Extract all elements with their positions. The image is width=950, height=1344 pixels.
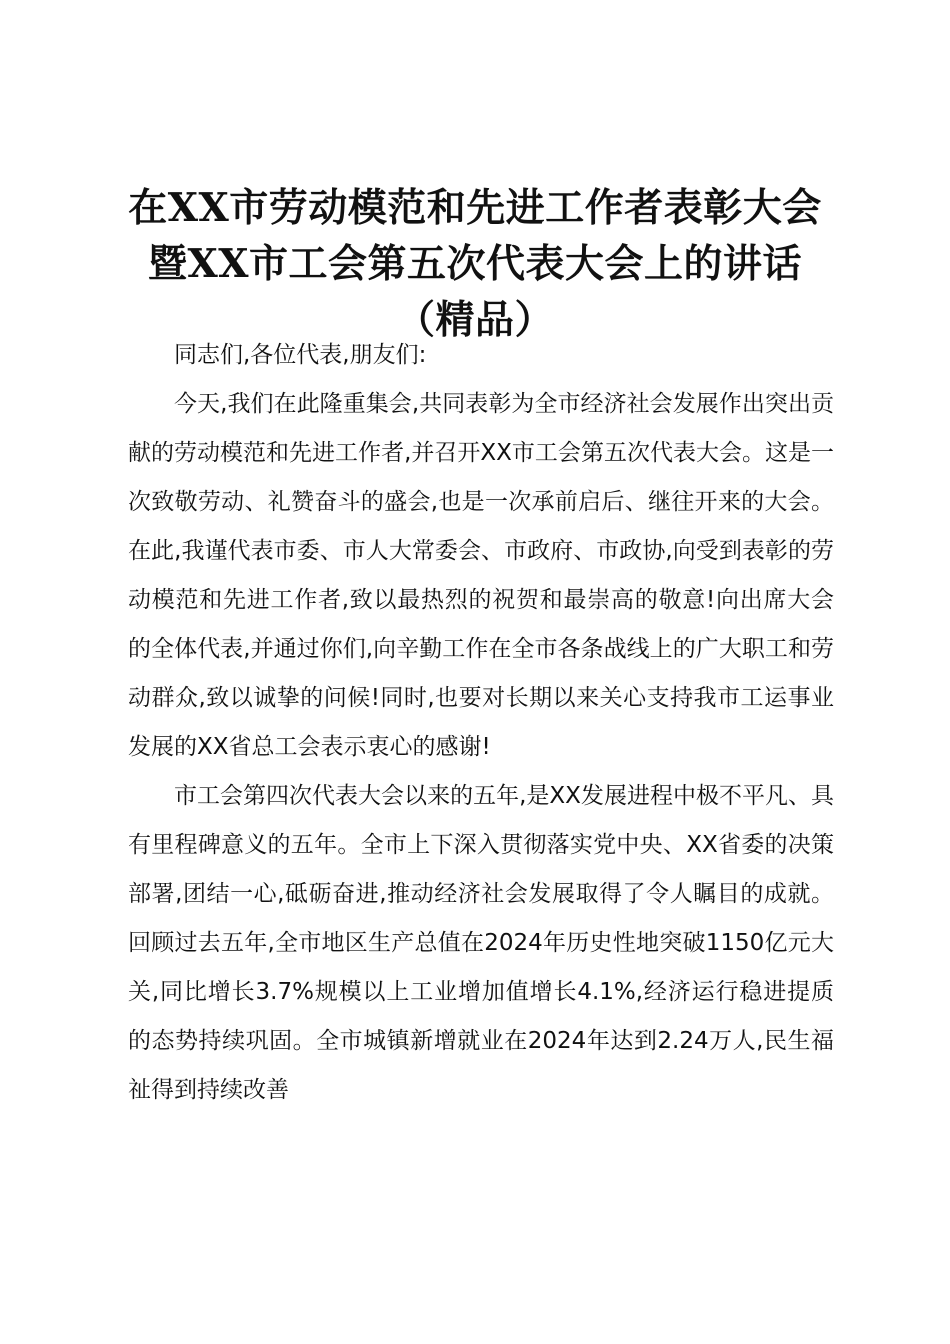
paragraph-review: 市工会第四次代表大会以来的五年,是XX发展进程中极不平凡、具有里程碑意义的五年。全市上下深入贯彻落实党中央、XX省委的决策部署,团结一心,砥砺奋进,推动经济社会发展取得了令人瞩目的成就。回顾过去五年,全市地区生产总值在2024年历史性地突破1150亿元大关,同比增长3.7%规模以上工业增加值增长4.1%,经济运行稳进提质的态势持续巩固。全市城镇新增就业在2024年达到2.24万人,民生福祉得到持续改善 — [128, 783, 834, 1103]
document-body — [128, 331, 834, 1115]
paragraph-opening: 今天,我们在此隆重集会,共同表彰为全市经济社会发展作出突出贡献的劳动模范和先进工作者,并召开XX市工会第五次代表大会。这是一次致敬劳动、礼赞奋斗的盛会,也是一次承前启后、继往开来的大会。在此,我谨代表市委、市人大常委会、市政府、市政协,向受到表彰的劳动模范和先进工作者,致以最热烈的祝贺和最崇高的敬意!向出席大会的全体代表,并通过你们,向辛勤工作在全市各条战线上的广大职工和劳动群众,致以诚挚的问候!同时,也要对长期以来关心支持我市工运事业发展的XX省总工会表示衷心的感谢! — [128, 391, 834, 760]
paragraph-salutation: 同志们,各位代表,朋友们: — [174, 342, 427, 368]
document-title: 在XX市劳动模范和先进工作者表彰大会暨XX市工会第五次代表大会上的讲话（精品） — [128, 185, 822, 343]
